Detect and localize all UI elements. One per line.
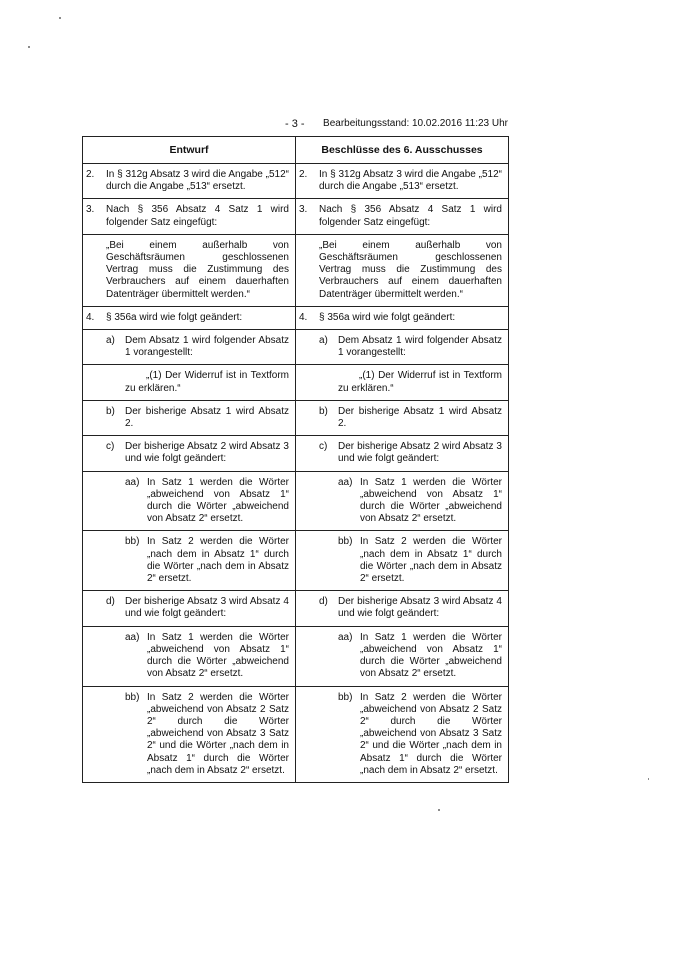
item-text: In Satz 1 werden die Wörter „abweichend von Absatz 1“ durch die Wörter „abweichend von Absatz 2“ ersetzt. xyxy=(360,476,502,525)
beschluss-cell xyxy=(296,306,509,329)
beschluss-cell xyxy=(296,234,509,306)
item-text: Der bisherige Absatz 1 wird Absatz 2. xyxy=(338,405,502,430)
beschluss-cell xyxy=(296,365,509,400)
item-label: a) xyxy=(319,335,328,347)
item-label: aa) xyxy=(338,631,353,643)
item-label: 4. xyxy=(299,311,308,323)
table-row xyxy=(83,626,509,686)
table-row xyxy=(83,686,509,782)
item-label: aa) xyxy=(338,476,353,488)
table-row xyxy=(83,365,509,400)
scan-speck xyxy=(28,46,30,48)
table-row xyxy=(83,164,509,199)
item-text: In Satz 1 werden die Wörter „abweichend von Absatz 1“ durch die Wörter „abweichend von Absatz 2“ ersetzt. xyxy=(147,631,289,680)
beschluss-cell xyxy=(296,531,509,591)
column-header-beschluesse: Beschlüsse des 6. Ausschusses xyxy=(296,137,509,164)
beschluss-cell xyxy=(296,330,509,365)
table-row xyxy=(83,436,509,471)
column-header-entwurf: Entwurf xyxy=(83,137,296,164)
scan-speck xyxy=(648,778,649,780)
item-label: d) xyxy=(106,596,115,608)
item-text: Dem Absatz 1 wird folgender Absatz 1 vorangestellt: xyxy=(338,335,502,359)
beschluss-cell xyxy=(296,199,509,234)
item-text: Der bisherige Absatz 1 wird Absatz 2. xyxy=(125,405,289,430)
item-label: c) xyxy=(319,441,328,453)
beschluss-cell xyxy=(296,686,509,782)
entwurf-cell xyxy=(83,531,296,591)
table-row xyxy=(83,471,509,531)
item-text: In § 312g Absatz 3 wird die Angabe „512“ durch die Angabe „513“ ersetzt. xyxy=(106,169,289,193)
entwurf-cell xyxy=(83,365,296,400)
item-text: In Satz 2 werden die Wörter „abweichend von Absatz 2 Satz 2“ durch die Wörter „abweichend von Absatz 3 Satz 2“ und die Wörter „nach dem in Absatz 1“ durch die Wörter „nach dem in Absatz 2“ ersetzt. xyxy=(147,691,289,776)
table-row xyxy=(83,234,509,306)
table-row xyxy=(83,306,509,329)
beschluss-cell xyxy=(296,471,509,531)
entwurf-cell xyxy=(83,591,296,626)
entwurf-cell xyxy=(83,306,296,329)
quoted-text xyxy=(296,365,508,399)
entwurf-cell xyxy=(83,436,296,471)
item-text: Dem Absatz 1 wird folgender Absatz 1 vorangestellt: xyxy=(125,335,289,359)
quoted-text-content: „(1) Der Widerruf ist in Textform zu erklären.“ xyxy=(125,370,289,394)
entwurf-cell xyxy=(83,199,296,234)
item-text: In § 312g Absatz 3 wird die Angabe „512“ durch die Angabe „513“ ersetzt. xyxy=(319,169,502,193)
item-label: 3. xyxy=(86,204,95,216)
item-label: 2. xyxy=(299,169,308,180)
beschluss-cell xyxy=(296,164,509,199)
item-text: Der bisherige Absatz 2 wird Absatz 3 und wie folgt geändert: xyxy=(125,441,289,465)
item-label: 4. xyxy=(86,311,95,323)
entwurf-cell xyxy=(83,686,296,782)
item-label: 3. xyxy=(299,204,308,216)
item-text: In Satz 2 werden die Wörter „abweichend von Absatz 2 Satz 2“ durch die Wörter „abweichend von Absatz 3 Satz 2“ und die Wörter „nach dem in Absatz 1“ durch die Wörter „nach dem in Absatz 2“ ersetzt. xyxy=(360,691,502,776)
item-text: § 356a wird wie folgt geändert: xyxy=(106,311,243,323)
entwurf-cell xyxy=(83,330,296,365)
item-label: a) xyxy=(106,335,115,347)
table-row xyxy=(83,400,509,435)
item-label: c) xyxy=(106,441,115,453)
item-label: bb) xyxy=(125,536,140,548)
table-row xyxy=(83,591,509,626)
entwurf-cell xyxy=(83,400,296,435)
quoted-text-content: „(1) Der Widerruf ist in Textform zu erklären.“ xyxy=(338,370,502,394)
table-row xyxy=(83,199,509,234)
item-label: bb) xyxy=(338,536,353,548)
quoted-text: „Bei einem außerhalb von Geschäftsräumen geschlossenen Vertrag muss die Zustimmung des Verbrauchers auf einem dauerhaften Datenträger übermittelt werden.“ xyxy=(319,239,502,300)
entwurf-cell xyxy=(83,626,296,686)
quoted-text xyxy=(83,365,295,399)
item-text: Der bisherige Absatz 3 wird Absatz 4 und wie folgt geändert: xyxy=(125,596,289,620)
item-text: Der bisherige Absatz 3 wird Absatz 4 und wie folgt geändert: xyxy=(338,596,502,620)
item-text: In Satz 1 werden die Wörter „abweichend von Absatz 1“ durch die Wörter „abweichend von Absatz 2“ ersetzt. xyxy=(360,631,502,680)
item-label: bb) xyxy=(338,691,353,703)
table-row xyxy=(83,330,509,365)
item-label: b) xyxy=(319,405,328,417)
item-label: aa) xyxy=(125,476,140,488)
item-text: In Satz 2 werden die Wörter „nach dem in Absatz 1“ durch die Wörter „nach dem in Absatz 2“ ersetzt. xyxy=(147,536,289,585)
beschluss-cell xyxy=(296,436,509,471)
entwurf-cell xyxy=(83,234,296,306)
item-label: 2. xyxy=(86,169,95,180)
beschluss-cell xyxy=(296,591,509,626)
quoted-text: „Bei einem außerhalb von Geschäftsräumen geschlossenen Vertrag muss die Zustimmung des Verbrauchers auf einem dauerhaften Datenträger übermittelt werden.“ xyxy=(106,239,289,300)
beschluss-cell xyxy=(296,400,509,435)
table-header-row xyxy=(83,137,509,164)
item-label: d) xyxy=(319,596,328,608)
item-label: aa) xyxy=(125,631,140,643)
item-text: Nach § 356 Absatz 4 Satz 1 wird folgender Satz eingefügt: xyxy=(106,204,289,228)
item-text: Nach § 356 Absatz 4 Satz 1 wird folgender Satz eingefügt: xyxy=(319,204,502,228)
entwurf-cell xyxy=(83,471,296,531)
item-text: In Satz 1 werden die Wörter „abweichend von Absatz 1“ durch die Wörter „abweichend von Absatz 2“ ersetzt. xyxy=(147,476,289,525)
revision-status: Bearbeitungsstand: 10.02.2016 11:23 Uhr xyxy=(323,118,508,129)
item-label: bb) xyxy=(125,691,140,703)
scan-speck xyxy=(59,17,61,19)
page-number: - 3 - xyxy=(285,118,305,130)
item-text: In Satz 2 werden die Wörter „nach dem in Absatz 1“ durch die Wörter „nach dem in Absatz 2“ ersetzt. xyxy=(360,536,502,585)
comparison-table xyxy=(82,136,509,783)
item-text: § 356a wird wie folgt geändert: xyxy=(319,311,456,323)
beschluss-cell xyxy=(296,626,509,686)
table-row xyxy=(83,531,509,591)
item-text: Der bisherige Absatz 2 wird Absatz 3 und wie folgt geändert: xyxy=(338,441,502,465)
item-label: b) xyxy=(106,405,115,417)
entwurf-cell xyxy=(83,164,296,199)
page-header xyxy=(82,117,508,131)
scan-speck xyxy=(438,809,440,811)
